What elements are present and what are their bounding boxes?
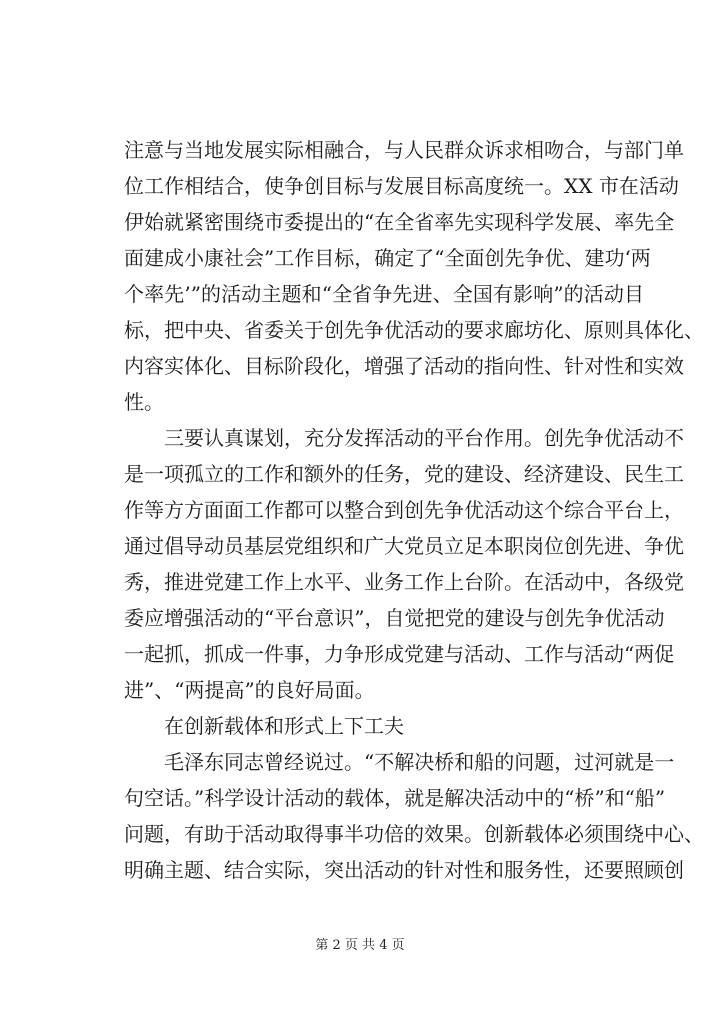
page-number-footer: 第 2 页 共 4 页 <box>315 938 405 953</box>
paragraph-line: 三要认真谋划，充分发挥活动的平台作用。创先争优活动不 <box>164 426 684 450</box>
paragraph-line: 作等方方面面工作都可以整合到创先争优活动这个综合平台上， <box>124 498 684 522</box>
paragraph-line: 伊始就紧密围绕市委提出的“在全省率先实现科学发展、率先全 <box>124 210 675 234</box>
paragraph-line: 通过倡导动员基层党组织和广大党员立足本职岗位创先进、争优 <box>124 534 684 558</box>
section-heading: 在创新载体和形式上下工夫 <box>164 714 404 738</box>
paragraph-line: 一起抓，抓成一件事，力争形成党建与活动、工作与活动“两促 <box>124 642 675 666</box>
paragraph-line: 明确主题、结合实际，突出活动的针对性和服务性，还要照顾创 <box>124 858 684 882</box>
paragraph-line: 标，把中央、省委关于创先争优活动的要求廊坊化、原则具体化、 <box>124 318 704 342</box>
paragraph-line: 进”、“两提高”的良好局面。 <box>124 678 375 702</box>
paragraph-line: 问题，有助于活动取得事半功倍的效果。创新载体必须围绕中心、 <box>124 822 704 846</box>
paragraph-line: 性。 <box>124 390 164 414</box>
paragraph-line: 注意与当地发展实际相融合，与人民群众诉求相吻合，与部门单 <box>124 138 684 162</box>
paragraph-line: 个率先’”的活动主题和“全省争先进、全国有影响”的活动目 <box>124 282 644 306</box>
paragraph-line: 毛泽东同志曾经说过。“不解决桥和船的问题，过河就是一 <box>164 750 675 774</box>
paragraph-line: 句空话。”科学设计活动的载体，就是解决活动中的“桥”和“船” <box>124 786 666 810</box>
paragraph-line: 委应增强活动的“平台意识”，自觉把党的建设与创先争优活动 <box>124 606 665 630</box>
paragraph-line: 秀，推进党建工作上水平、业务工作上台阶。在活动中，各级党 <box>124 570 684 594</box>
paragraph-line: 面建成小康社会”工作目标，确定了“全面创先争优、建功‘两 <box>124 246 651 270</box>
paragraph-line: 是一项孤立的工作和额外的任务，党的建设、经济建设、民生工 <box>124 462 684 486</box>
paragraph-line: 内容实体化、目标阶段化，增强了活动的指向性、针对性和实效 <box>124 354 684 378</box>
paragraph-line: 位工作相结合，使争创目标与发展目标高度统一。XX 市在活动 <box>124 174 679 198</box>
